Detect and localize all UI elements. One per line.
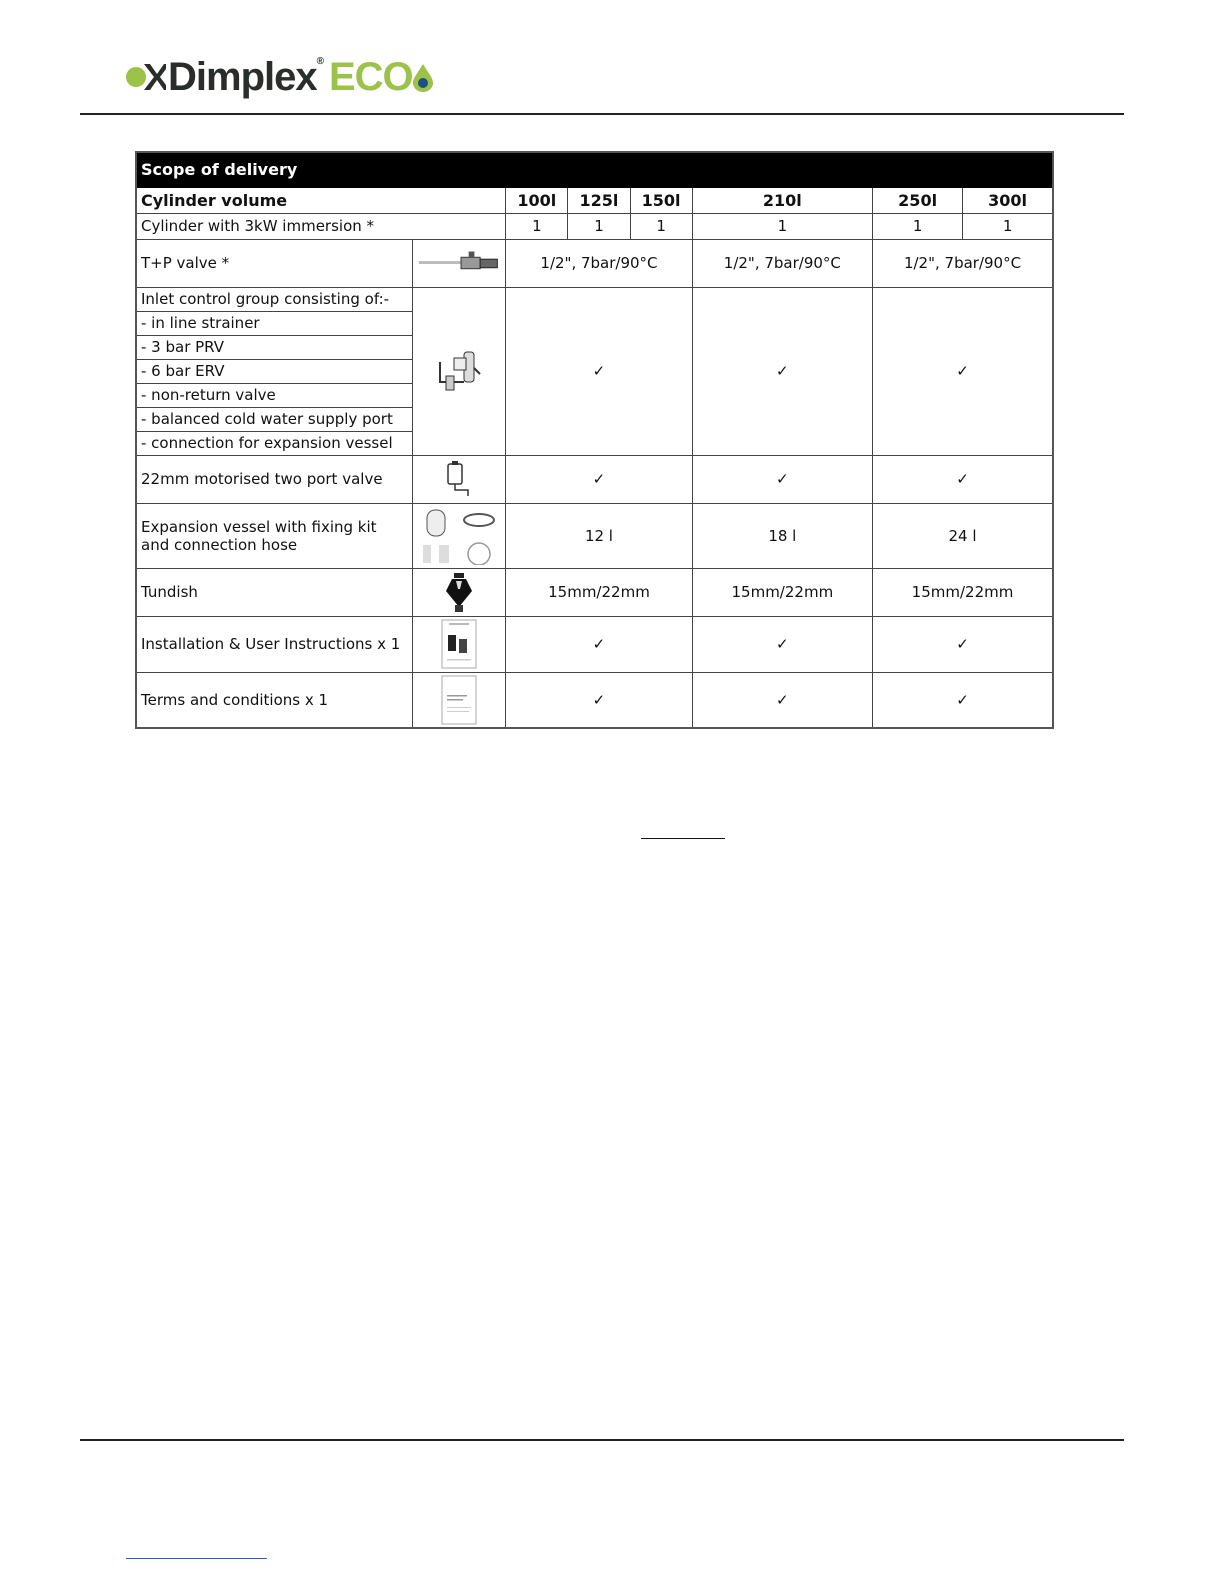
cylinder-qty-125: 1 <box>568 213 630 239</box>
instructions-label: Installation & User Instructions x 1 <box>136 616 413 672</box>
tp-valve-label: T+P valve * <box>136 239 413 287</box>
tp-value-group3: 1/2", 7bar/90°C <box>873 239 1053 287</box>
instructions-row <box>136 616 1053 672</box>
expansion-vessel-label: Expansion vessel with fixing kit and connection hose <box>136 503 413 568</box>
instructions-manual-icon <box>441 619 477 669</box>
table-title: Scope of delivery <box>136 152 1053 187</box>
terms-row <box>136 672 1053 728</box>
cylinder-row <box>136 213 1053 239</box>
underline-mark <box>641 838 725 839</box>
tundish-row <box>136 568 1053 616</box>
cylinder-label: Cylinder with 3kW immersion * <box>136 213 506 239</box>
inlet-item: - 6 bar ERV <box>136 359 413 383</box>
brand-logo: Dimplex® ECO <box>126 54 435 100</box>
tp-valve-row <box>136 239 1053 287</box>
inlet-control-group-icon <box>434 348 484 394</box>
tundish-value-group1: 15mm/22mm <box>506 568 692 616</box>
inlet-row <box>136 287 1053 311</box>
inlet-check-group2: ✓ <box>692 287 872 455</box>
inlet-item: - 3 bar PRV <box>136 335 413 359</box>
footer-link-underline <box>126 1558 267 1559</box>
table-title-row <box>136 152 1053 187</box>
expansion-value-group1: 12 l <box>506 503 692 568</box>
brand-eco: ECO <box>328 55 413 99</box>
cylinder-qty-100: 1 <box>506 213 568 239</box>
motorised-check-group2: ✓ <box>692 455 872 503</box>
header-rule <box>80 113 1124 115</box>
tundish-value-group2: 15mm/22mm <box>692 568 872 616</box>
volume-250: 250l <box>873 187 963 213</box>
instructions-check-group2: ✓ <box>692 616 872 672</box>
motorised-valve-label: 22mm motorised two port valve <box>136 455 413 503</box>
expansion-value-group3: 24 l <box>873 503 1053 568</box>
cylinder-qty-210: 1 <box>692 213 872 239</box>
inlet-item: - in line strainer <box>136 311 413 335</box>
volume-100: 100l <box>506 187 568 213</box>
volume-150: 150l <box>630 187 692 213</box>
dimplex-logo-icon <box>126 60 166 94</box>
cylinder-qty-300: 1 <box>963 213 1053 239</box>
instructions-check-group3: ✓ <box>873 616 1053 672</box>
motorised-valve-row <box>136 455 1053 503</box>
terms-document-icon <box>441 675 477 725</box>
tp-valve-icon <box>417 249 501 277</box>
volume-300: 300l <box>963 187 1053 213</box>
inlet-check-group1: ✓ <box>506 287 692 455</box>
tundish-label: Tundish <box>136 568 413 616</box>
cylinder-qty-250: 1 <box>873 213 963 239</box>
eco-drop-icon <box>411 62 435 92</box>
scope-of-delivery-table <box>135 151 1054 729</box>
expansion-vessel-icon <box>419 507 499 565</box>
motorised-check-group1: ✓ <box>506 455 692 503</box>
motorised-valve-icon <box>444 460 474 498</box>
cylinder-qty-150: 1 <box>630 213 692 239</box>
brand-name: Dimplex <box>168 55 317 99</box>
tundish-icon <box>444 571 474 613</box>
volume-row <box>136 187 1053 213</box>
volume-210: 210l <box>692 187 872 213</box>
inlet-item: - balanced cold water supply port <box>136 407 413 431</box>
volume-125: 125l <box>568 187 630 213</box>
expansion-vessel-row <box>136 503 1053 568</box>
inlet-check-group3: ✓ <box>873 287 1053 455</box>
inlet-label: Inlet control group consisting of:- <box>136 287 413 311</box>
terms-label: Terms and conditions x 1 <box>136 672 413 728</box>
tp-value-group1: 1/2", 7bar/90°C <box>506 239 692 287</box>
inlet-item: - connection for expansion vessel <box>136 431 413 455</box>
footer-rule <box>80 1439 1124 1441</box>
terms-check-group3: ✓ <box>873 672 1053 728</box>
terms-check-group1: ✓ <box>506 672 692 728</box>
tp-value-group2: 1/2", 7bar/90°C <box>692 239 872 287</box>
volume-label: Cylinder volume <box>136 187 506 213</box>
motorised-check-group3: ✓ <box>873 455 1053 503</box>
terms-check-group2: ✓ <box>692 672 872 728</box>
expansion-value-group2: 18 l <box>692 503 872 568</box>
tundish-value-group3: 15mm/22mm <box>873 568 1053 616</box>
instructions-check-group1: ✓ <box>506 616 692 672</box>
inlet-item: - non-return valve <box>136 383 413 407</box>
